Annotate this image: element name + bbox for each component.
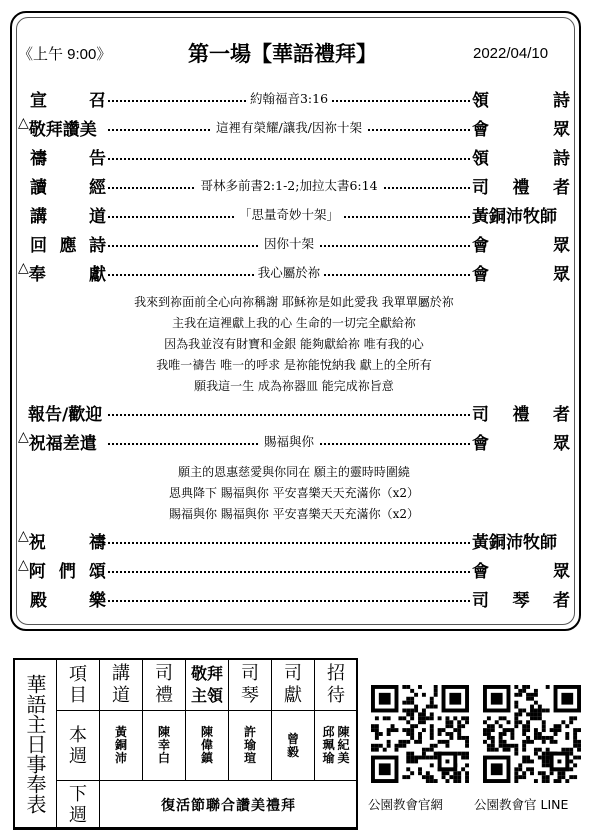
triangle-marker: △ xyxy=(18,259,29,276)
order-item: 回 應 詩 xyxy=(30,235,106,256)
triangle-marker: △ xyxy=(18,556,29,573)
lyric-line: 願主的恩惠慈愛與你同在 願主的靈時時圍繞 xyxy=(178,465,410,479)
order-leader: 黃銅沛牧師 xyxy=(472,206,557,227)
order-leader: 領 詩 xyxy=(472,148,570,169)
order-detail: 這裡有榮耀/讓我/因祢十架 xyxy=(212,118,366,136)
order-detail: 因你十架 xyxy=(260,234,318,252)
leader-dots xyxy=(106,202,472,226)
order-item: △ 奉 獻 xyxy=(18,259,106,285)
service-date: 2022/04/10 xyxy=(473,44,549,62)
col-offering: 司獻 xyxy=(272,659,315,711)
order-leader: 會 眾 xyxy=(472,561,570,582)
leader-dots xyxy=(106,528,472,552)
order-row xyxy=(18,586,570,610)
this-week-label: 本週 xyxy=(57,711,100,781)
col-usher: 招待 xyxy=(315,659,358,711)
order-item: 講 道 xyxy=(30,206,106,227)
order-detail: 我心屬於祢 xyxy=(254,263,325,281)
page-title: 第一場【華語禮拜】 xyxy=(188,42,377,66)
leader-dots xyxy=(106,173,472,197)
schedule-table xyxy=(13,658,358,830)
leader-dots xyxy=(106,86,472,110)
blessing-lyrics xyxy=(18,462,570,525)
order-row xyxy=(18,231,570,255)
qr-caption-website: 公園教會官網 xyxy=(368,797,444,812)
lyric-line: 主我在這裡獻上我的心 生命的一切完全獻給祢 xyxy=(172,316,416,330)
order-leader: 司 琴 者 xyxy=(472,590,570,611)
order-item: 禱 告 xyxy=(30,148,106,169)
leader-dots xyxy=(106,144,472,168)
order-leader: 領 詩 xyxy=(472,90,570,111)
order-leader: 司 禮 者 xyxy=(472,404,570,425)
leader-dots xyxy=(106,586,472,610)
order-item: △ 阿 們 頌 xyxy=(18,556,106,582)
col-liturgist: 司禮 xyxy=(143,659,186,711)
order-row xyxy=(18,429,570,453)
this-week-offering: 曾毅 xyxy=(272,711,315,781)
order-row xyxy=(18,400,570,424)
next-week-label: 下週 xyxy=(57,781,100,830)
triangle-marker: △ xyxy=(18,428,29,445)
order-detail: 賜福與你 xyxy=(260,432,318,450)
this-week-worship-leader: 陳偉鎮 xyxy=(186,711,229,781)
order-item: 讀 經 xyxy=(30,177,106,198)
lyric-line: 恩典降下 賜福與你 平安喜樂天天充滿你（x2） xyxy=(168,486,420,500)
qr-code-icon[interactable] xyxy=(483,685,581,783)
leader-dots xyxy=(106,557,472,581)
order-item: 殿 樂 xyxy=(30,590,106,611)
leader-dots xyxy=(106,400,472,424)
lyric-line: 我唯一禱告 唯一的呼求 是祢能悅納我 獻上的全所有 xyxy=(156,358,432,372)
order-row xyxy=(18,173,570,197)
order-row xyxy=(18,202,570,226)
order-leader: 黃銅沛牧師 xyxy=(472,532,557,553)
service-time: 《上午 9:00》 xyxy=(18,45,112,63)
order-leader: 會 眾 xyxy=(472,264,570,285)
leader-dots xyxy=(106,115,472,139)
order-item: 報告/歡迎 xyxy=(28,404,103,425)
order-row xyxy=(18,557,570,581)
order-leader: 會 眾 xyxy=(472,433,570,454)
lyric-line: 願我這一生 成為祢器皿 能完成祢旨意 xyxy=(194,379,394,393)
order-item: △ 祝 禱 xyxy=(18,527,106,553)
order-leader: 司 禮 者 xyxy=(472,177,570,198)
order-detail: 哥林多前書2:1-2;加拉太書6:14 xyxy=(196,176,381,194)
order-leader: 會 眾 xyxy=(472,235,570,256)
order-row xyxy=(18,86,570,110)
col-pianist: 司琴 xyxy=(229,659,272,711)
order-row xyxy=(18,115,570,139)
leader-dots xyxy=(106,231,472,255)
lyric-line: 我來到祢面前全心向祢稱謝 耶穌祢是如此愛我 我單單屬於祢 xyxy=(134,295,454,309)
triangle-marker: △ xyxy=(18,114,29,131)
this-week-ushers: 邱珮瑜 陳紀美 xyxy=(315,711,358,781)
order-item: △ 祝福差遣 xyxy=(18,428,97,454)
leader-dots xyxy=(106,429,472,453)
col-worship-leader: 敬拜主領 xyxy=(186,659,229,711)
order-item: △ 敬拜讚美 xyxy=(18,114,97,140)
triangle-marker: △ xyxy=(18,527,29,544)
next-week-service: 復活節聯合讚美禮拜 xyxy=(100,781,358,830)
order-leader: 會 眾 xyxy=(472,119,570,140)
order-detail: 「思量奇妙十架」 xyxy=(235,205,343,223)
offering-lyrics xyxy=(18,292,570,397)
order-row xyxy=(18,144,570,168)
order-detail: 約翰福音3:16 xyxy=(246,89,332,107)
this-week-sermon: 黃銅沛 xyxy=(100,711,143,781)
item-label: 項目 xyxy=(57,659,100,711)
leader-dots xyxy=(106,260,472,284)
order-row xyxy=(18,528,570,552)
col-sermon: 講道 xyxy=(100,659,143,711)
qr-code-icon[interactable] xyxy=(371,685,469,783)
order-item: 宣 召 xyxy=(30,90,106,111)
this-week-pianist: 許瑜瑄 xyxy=(229,711,272,781)
lyric-line: 因為我並沒有財寶和金銀 能夠獻給祢 唯有我的心 xyxy=(164,337,424,351)
qr-caption-line: 公園教會官 LINE xyxy=(474,797,569,812)
this-week-liturgist: 陳幸白 xyxy=(143,711,186,781)
schedule-title: 華語主日事奉表 xyxy=(14,659,57,830)
order-row xyxy=(18,260,570,284)
lyric-line: 賜福與你 賜福與你 平安喜樂天天充滿你（x2） xyxy=(168,507,420,521)
